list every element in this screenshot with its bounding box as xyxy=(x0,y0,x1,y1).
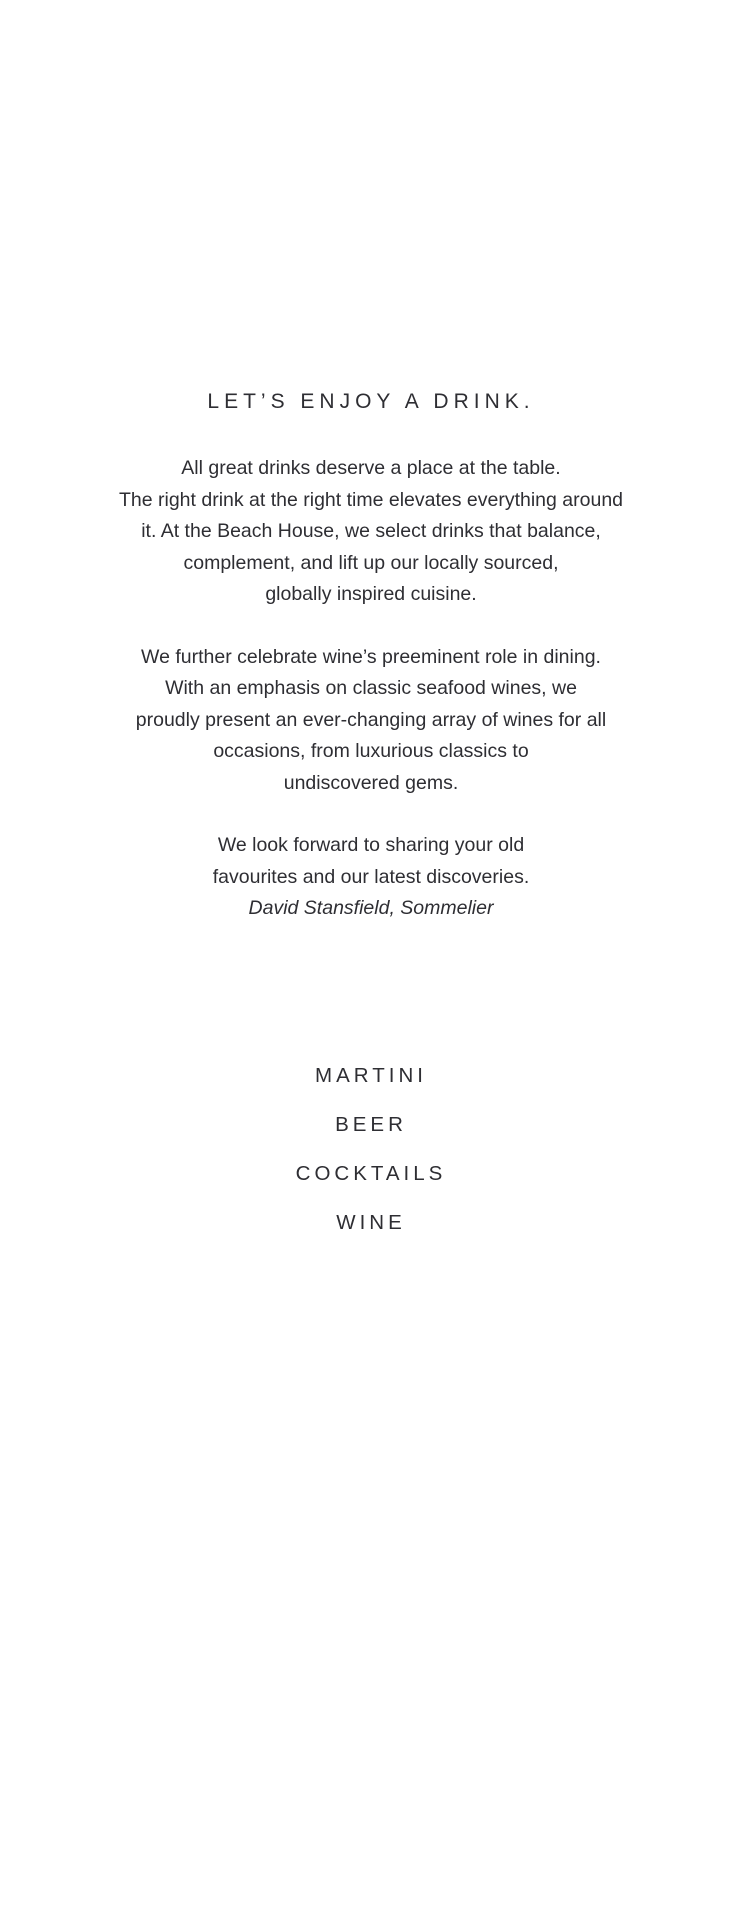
text-line: All great drinks deserve a place at the table. xyxy=(181,457,561,479)
closing-paragraph xyxy=(110,830,632,893)
menu-item-wine[interactable]: WINE xyxy=(336,1211,406,1234)
text-line: globally inspired cuisine. xyxy=(265,583,477,605)
menu-item-martini[interactable]: MARTINI xyxy=(315,1064,427,1087)
page-heading: LET’S ENJOY A DRINK. xyxy=(207,390,535,413)
sommelier-signature: David Stansfield, Sommelier xyxy=(248,897,494,919)
text-line: The right drink at the right time elevates everything around xyxy=(118,488,624,511)
menu-item-beer[interactable]: BEER xyxy=(335,1113,407,1136)
text-line: it. At the Beach House, we select drinks that balance, xyxy=(141,520,601,542)
text-line: undiscovered gems. xyxy=(283,771,459,794)
intro-paragraph xyxy=(110,453,632,611)
text-line: favourites and our latest discoveries. xyxy=(212,865,530,888)
intro-text xyxy=(110,453,632,925)
menu-item-cocktails[interactable]: COCKTAILS xyxy=(295,1162,447,1185)
text-line: We further celebrate wine’s preeminent role in dining. xyxy=(141,645,601,668)
text-line: complement, and lift up our locally sourced, xyxy=(183,551,559,574)
text-line: We look forward to sharing your old xyxy=(217,834,525,856)
wine-paragraph xyxy=(110,642,632,800)
text-line: proudly present an ever-changing array of wines for all xyxy=(135,708,607,731)
text-line: With an emphasis on classic seafood wines, we xyxy=(165,677,577,699)
drinks-menu xyxy=(0,1059,742,1255)
text-line: occasions, from luxurious classics to xyxy=(213,740,529,762)
